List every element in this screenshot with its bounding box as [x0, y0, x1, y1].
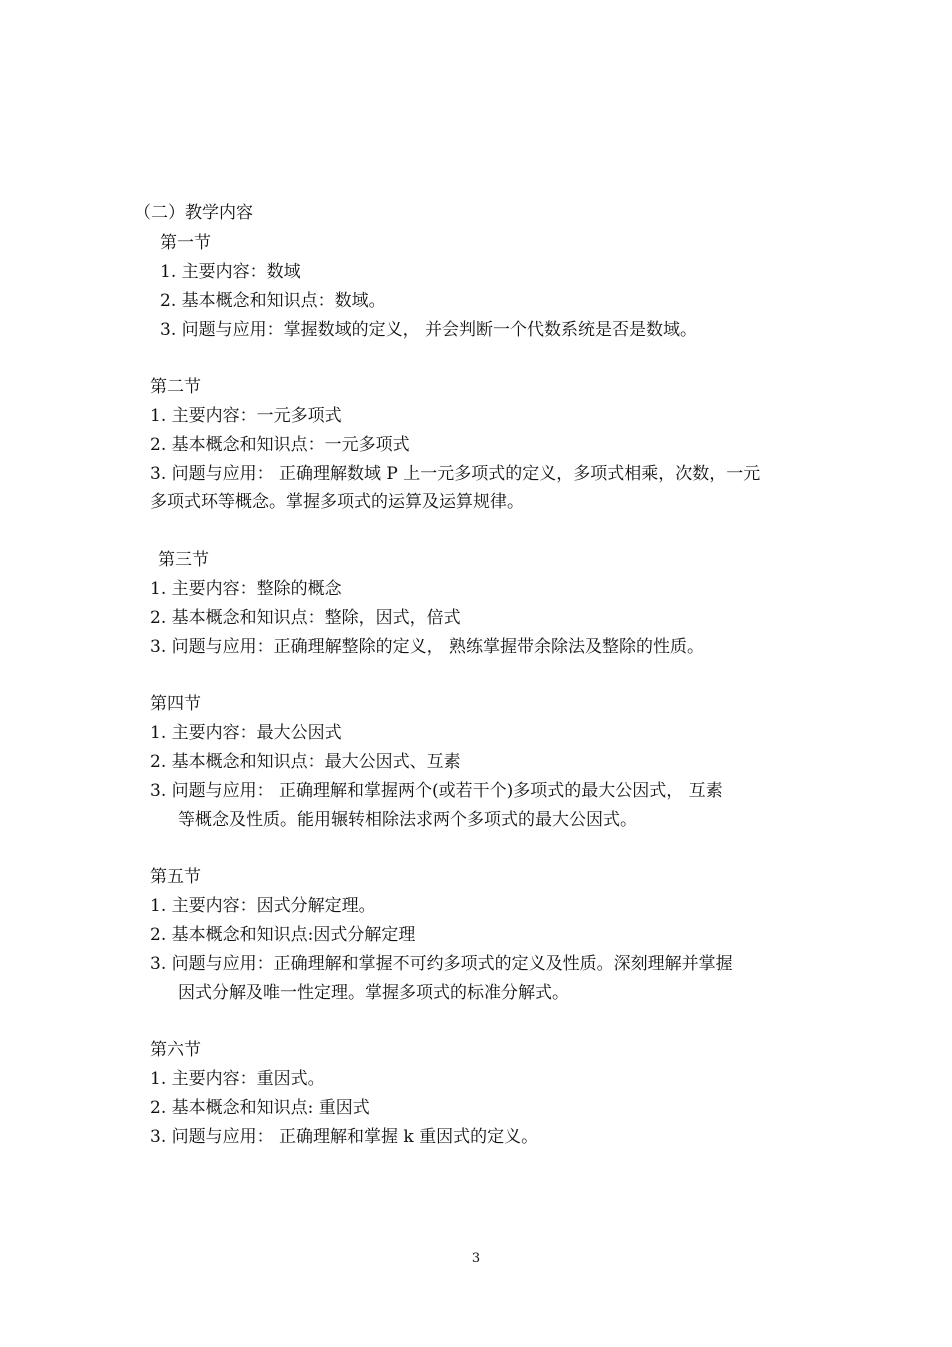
section-1-item-1: 1. 主要内容：数域 [160, 262, 301, 282]
section-2-item-3-cont: 多项式环等概念。掌握多项式的运算及运算规律。 [150, 492, 524, 512]
section-title-1: 第一节 [160, 233, 211, 253]
section-4-item-3: 3. 问题与应用： 正确理解和掌握两个(或若干个)多项式的最大公因式， 互素 [150, 781, 723, 801]
section-title-2: 第二节 [150, 377, 201, 397]
section-2-item-2: 2. 基本概念和知识点：一元多项式 [150, 435, 410, 455]
section-6-item-3: 3. 问题与应用： 正确理解和掌握 k 重因式的定义。 [150, 1127, 539, 1147]
section-heading: （二）教学内容 [134, 203, 253, 223]
section-title-5: 第五节 [150, 867, 201, 887]
section-4-item-2: 2. 基本概念和知识点：最大公因式、互素 [150, 752, 461, 772]
section-3-item-1: 1. 主要内容：整除的概念 [150, 579, 342, 599]
page-number: 3 [471, 1251, 481, 1266]
section-4-item-3-cont: 等概念及性质。能用辗转相除法求两个多项式的最大公因式。 [178, 810, 637, 830]
section-2-item-3: 3. 问题与应用： 正确理解数域 P 上一元多项式的定义，多项式相乘，次数，一元 [150, 464, 761, 484]
section-3-item-3: 3. 问题与应用：正确理解整除的定义， 熟练掌握带余除法及整除的性质。 [150, 637, 705, 657]
section-6-item-2: 2. 基本概念和知识点: 重因式 [150, 1098, 370, 1118]
section-title-3: 第三节 [158, 550, 209, 570]
section-5-item-3: 3. 问题与应用：正确理解和掌握不可约多项式的定义及性质。深刻理解并掌握 [150, 954, 733, 974]
section-5-item-2: 2. 基本概念和知识点:因式分解定理 [150, 925, 416, 945]
section-3-item-2: 2. 基本概念和知识点：整除，因式，倍式 [150, 608, 461, 628]
section-title-4: 第四节 [150, 694, 201, 714]
section-6-item-1: 1. 主要内容：重因式。 [150, 1069, 325, 1089]
section-title-6: 第六节 [150, 1040, 201, 1060]
section-5-item-1: 1. 主要内容：因式分解定理。 [150, 896, 376, 916]
section-5-item-3-cont: 因式分解及唯一性定理。掌握多项式的标准分解式。 [178, 983, 569, 1003]
section-2-item-1: 1. 主要内容：一元多项式 [150, 406, 342, 426]
section-1-item-2: 2. 基本概念和知识点：数域。 [160, 291, 386, 311]
section-1-item-3: 3. 问题与应用：掌握数域的定义， 并会判断一个代数系统是否是数域。 [160, 320, 698, 340]
section-4-item-1: 1. 主要内容：最大公因式 [150, 723, 342, 743]
